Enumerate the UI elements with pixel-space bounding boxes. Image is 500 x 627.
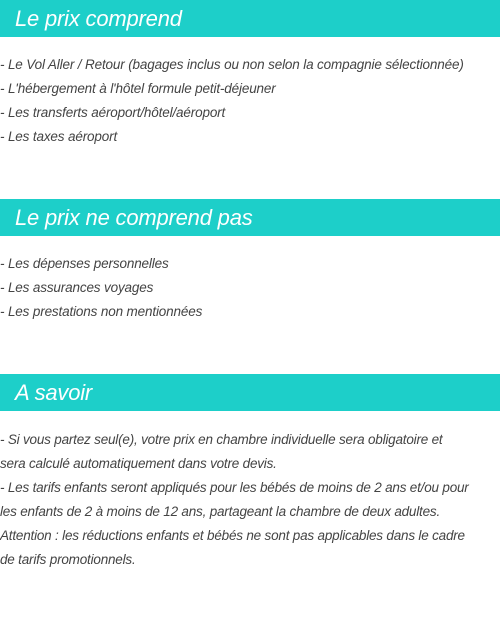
paragraph-line: de tarifs promotionnels.	[0, 552, 136, 567]
list-item: - Les taxes aéroport	[0, 129, 118, 144]
paragraph-line: - Les tarifs enfants seront appliqués pour les bébés de moins de 2 ans et/ou pour	[0, 480, 469, 495]
section-header	[0, 0, 500, 37]
excluded-list	[0, 252, 500, 324]
list-item: - Les dépenses personnelles	[0, 256, 169, 271]
list-item: - Les assurances voyages	[0, 280, 154, 295]
section-title: Le prix ne comprend pas	[15, 205, 253, 230]
paragraph-line: - Si vous partez seul(e), votre prix en chambre individuelle sera obligatoire et	[0, 432, 443, 447]
list-item: - L'hébergement à l'hôtel formule petit-déjeuner	[0, 81, 276, 96]
list-item: - Le Vol Aller / Retour (bagages inclus ou non selon la compagnie sélectionnée)	[0, 57, 464, 72]
list-item: - Les transferts aéroport/hôtel/aéroport	[0, 105, 226, 120]
paragraph-line: les enfants de 2 à moins de 12 ans, partageant la chambre de deux adultes.	[0, 504, 441, 519]
paragraph-line: sera calculé automatiquement dans votre devis.	[0, 456, 277, 471]
section-price-includes	[0, 0, 500, 149]
section-title: A savoir	[15, 380, 93, 405]
section-price-excludes	[0, 199, 500, 324]
section-good-to-know	[0, 374, 500, 572]
info-paragraph	[0, 428, 500, 572]
section-header	[0, 374, 500, 411]
list-item: - Les prestations non mentionnées	[0, 304, 203, 319]
paragraph-line: Attention : les réductions enfants et bébés ne sont pas applicables dans le cadre	[0, 528, 465, 543]
included-list	[0, 53, 500, 149]
section-header	[0, 199, 500, 236]
section-title: Le prix comprend	[15, 6, 182, 31]
